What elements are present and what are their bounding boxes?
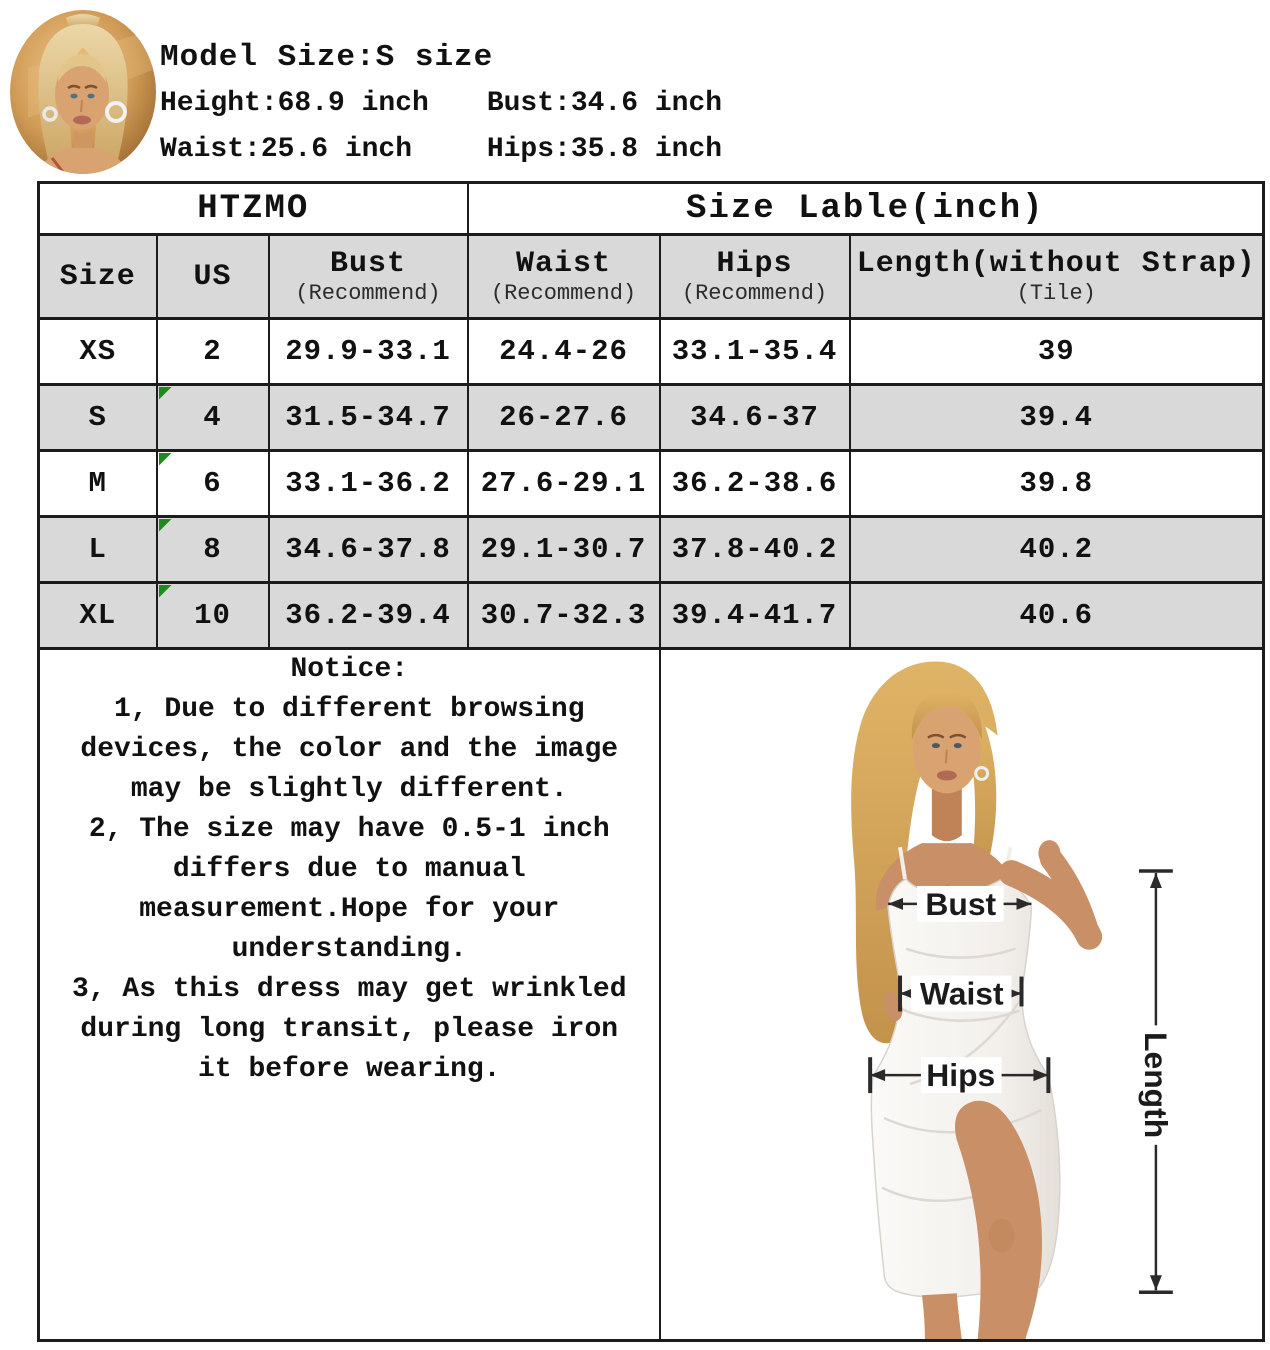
- model-info-row-2: [160, 133, 722, 167]
- column-label: US: [193, 259, 232, 294]
- model-info: [160, 40, 722, 167]
- measurement-figure: [661, 650, 1263, 1339]
- cell-hips: 36.2-38.6: [660, 451, 850, 517]
- cell-us: 2: [157, 319, 269, 385]
- model-waist: Waist:25.6 inch: [160, 134, 413, 165]
- hips-label: Hips: [925, 1057, 995, 1094]
- notice-line: measurement.Hope for your: [139, 894, 560, 925]
- column-label: Length(without Strap): [856, 246, 1256, 281]
- cell-hips: 37.8-40.2: [660, 517, 850, 583]
- cell-size: M: [39, 451, 157, 517]
- column-header-us: [157, 235, 269, 319]
- cell-waist: 27.6-29.1: [468, 451, 660, 517]
- cell-waist: 24.4-26: [468, 319, 660, 385]
- size-label-title-cell: Size Lable(inch): [468, 183, 1264, 235]
- notice-cell: [39, 649, 660, 1341]
- table-title-row: [39, 183, 1264, 235]
- cell-waist: 26-27.6: [468, 385, 660, 451]
- dress-measurement-diagram: [661, 650, 1263, 1339]
- column-sublabel: (Recommend): [681, 280, 828, 306]
- notice-line: it before wearing.: [198, 1054, 501, 1085]
- cell-us: 6: [157, 451, 269, 517]
- cell-waist: 29.1-30.7: [468, 517, 660, 583]
- cell-size: L: [39, 517, 157, 583]
- column-label: Waist: [516, 246, 612, 281]
- notice-line: differs due to manual: [172, 854, 526, 885]
- cell-length: 39: [850, 319, 1264, 385]
- notice-line: 1, Due to different browsing: [114, 694, 585, 725]
- model-avatar-photo: [8, 8, 158, 176]
- notice-line: devices, the color and the image: [80, 734, 619, 765]
- notice-line: during long transit, please iron: [80, 1014, 619, 1045]
- cell-size: XS: [39, 319, 157, 385]
- column-label: Hips: [716, 246, 793, 281]
- column-sublabel: (Recommend): [490, 280, 637, 306]
- notice-line: understanding.: [231, 934, 467, 965]
- model-left-leg: [921, 1293, 961, 1339]
- cell-us: 4: [157, 385, 269, 451]
- model-height: Height:68.9 inch: [160, 88, 429, 119]
- column-sublabel: (Tile): [1016, 280, 1096, 306]
- size-row-xl: [39, 583, 1264, 649]
- cell-size: XL: [39, 583, 157, 649]
- model-hips: Hips:35.8 inch: [486, 134, 723, 165]
- notice-line: may be slightly different.: [130, 774, 568, 805]
- cell-bust: 36.2-39.4: [269, 583, 468, 649]
- cell-bust: 31.5-34.7: [269, 385, 468, 451]
- notice-line: 2, The size may have 0.5-1 inch: [88, 814, 610, 845]
- cell-bust: 29.9-33.1: [269, 319, 468, 385]
- notice-title: Notice:: [290, 654, 409, 685]
- cell-length: 40.2: [850, 517, 1264, 583]
- model-bust: Bust:34.6 inch: [486, 88, 723, 119]
- cell-bust: 34.6-37.8: [269, 517, 468, 583]
- cell-hips: 34.6-37: [660, 385, 850, 451]
- cell-us: 10: [157, 583, 269, 649]
- notice-text: [40, 690, 659, 1090]
- cell-length: 39.8: [850, 451, 1264, 517]
- cell-hips: 39.4-41.7: [660, 583, 850, 649]
- column-label: Bust: [330, 246, 407, 281]
- cell-us: 8: [157, 517, 269, 583]
- column-header-waist: [468, 235, 660, 319]
- column-sublabel: (Recommend): [295, 280, 441, 306]
- column-header-hips: [660, 235, 850, 319]
- column-header-size: [39, 235, 157, 319]
- bottom-row: [39, 649, 1264, 1341]
- measurement-figure-cell: [660, 649, 1264, 1341]
- cell-waist: 30.7-32.3: [468, 583, 660, 649]
- cell-size: S: [39, 385, 157, 451]
- model-info-row-1: [160, 87, 722, 121]
- size-row-xs: [39, 319, 1264, 385]
- model-avatar: [8, 8, 158, 176]
- length-label: Length: [1137, 1032, 1174, 1139]
- brand-title-cell: HTZMO: [39, 183, 468, 235]
- size-chart-table: [37, 181, 1265, 1342]
- notice-line: 3, As this dress may get wrinkled: [72, 974, 627, 1005]
- column-header-bust: [269, 235, 468, 319]
- cell-length: 40.6: [850, 583, 1264, 649]
- cell-bust: 33.1-36.2: [269, 451, 468, 517]
- size-row-s: [39, 385, 1264, 451]
- waist-label: Waist: [919, 975, 1004, 1012]
- column-header-length-without-strap: [850, 235, 1264, 319]
- size-row-l: [39, 517, 1264, 583]
- cell-hips: 33.1-35.4: [660, 319, 850, 385]
- bust-label: Bust: [924, 885, 996, 922]
- model-size-title: Model Size:S size: [160, 40, 494, 75]
- column-label: Size: [59, 259, 136, 294]
- size-row-m: [39, 451, 1264, 517]
- cell-length: 39.4: [850, 385, 1264, 451]
- model-neck: [931, 785, 961, 841]
- column-header-row: [39, 235, 1264, 319]
